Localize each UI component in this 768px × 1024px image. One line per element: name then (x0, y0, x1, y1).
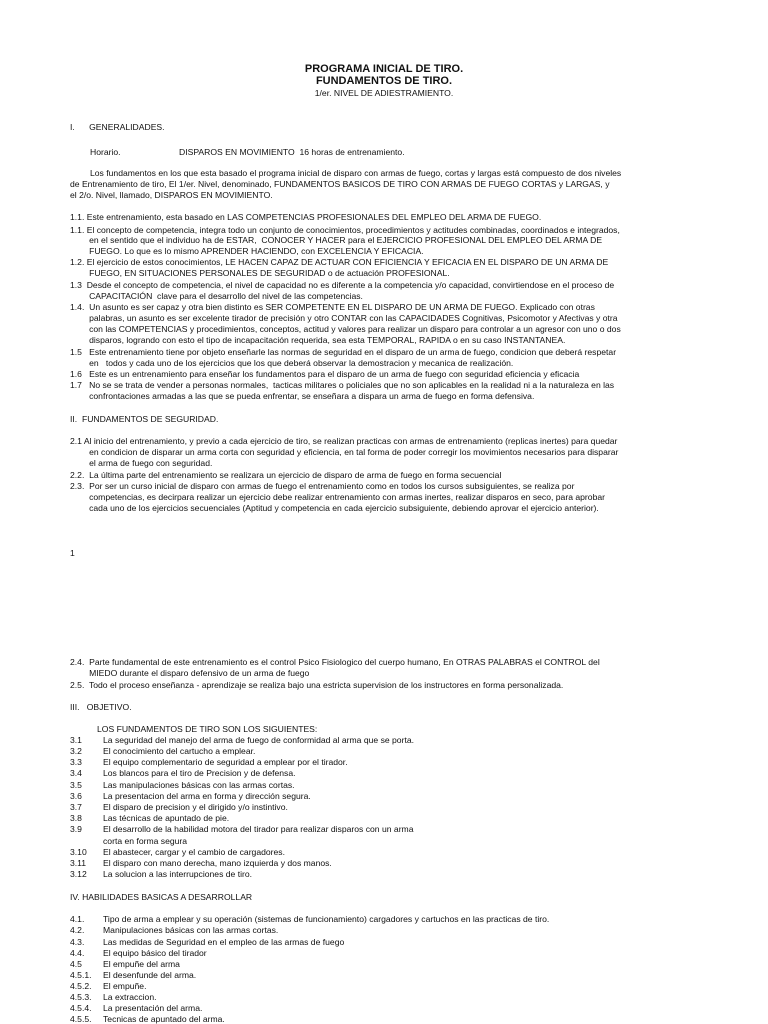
horario-label: Horario. (90, 147, 121, 157)
section-heading-objetivo: III. OBJETIVO. (70, 702, 132, 712)
paragraph-line: FUEGO. Lo que es lo mismo APRENDER HACIENDO, con EXCELENCIA Y EFICACIA. (70, 246, 424, 256)
paragraph-line: 1.1. El concepto de competencia, integra todo un conjunto de conocimientos, procedimientos y actitudes combinadas, coordinados e integrados, (70, 225, 620, 235)
intro-line: el 2/o. Nivel, llamado, DISPAROS EN MOVIMIENTO. (70, 190, 273, 200)
list-item: El abastecer, cargar y el cambio de cargadores. (103, 847, 285, 857)
list-item: Las manipulaciones básicas con las armas cortas. (103, 780, 295, 790)
list-number: 4.5.1. (70, 970, 92, 980)
paragraph-line: en condicion de disparar un arma corta con seguridad y eficiencia, en tal forma de poder corregir los movimientos necesarios para disparar (70, 447, 619, 457)
list-number: 4.5.4. (70, 1003, 92, 1013)
objetivo-intro: LOS FUNDAMENTOS DE TIRO SON LOS SIGUIENTES: (97, 724, 318, 734)
list-item: Las medidas de Seguridad en el empleo de las armas de fuego (103, 937, 345, 947)
list-item: La solucion a las interrupciones de tiro. (103, 869, 253, 879)
paragraph-line: disparos, logrando con esto el tipo de incapacitación requerida, sea esta TEMPORAL, RAPIDA o en su caso INSTANTANEA. (70, 335, 566, 345)
list-number: 3.9 (70, 824, 82, 834)
page-number: 1 (70, 548, 75, 558)
document-subtitle: FUNDAMENTOS DE TIRO. (315, 75, 453, 87)
paragraph-line: FUEGO, EN SITUACIONES PERSONALES DE SEGURIDAD o de actuación PROFESIONAL. (70, 268, 450, 278)
list-number: 3.1 (70, 735, 82, 745)
paragraph-line: 1.1. Este entrenamiento, esta basado en LAS COMPETENCIAS PROFESIONALES DEL EMPLEO DEL ARMA DE FUEGO. (70, 212, 542, 222)
paragraph-line: 1.2. El ejercicio de estos conocimientos, LE HACEN CAPAZ DE ACTUAR CON EFICIENCIA Y EFICACIA EN EL DISPARO DE UN ARMA DE (70, 257, 609, 267)
list-item: La presentacion del arma en forma y dirección segura. (103, 791, 311, 801)
section-heading-habilidades: IV. HABILIDADES BASICAS A DESARROLLAR (70, 892, 253, 902)
list-number: 3.8 (70, 813, 82, 823)
paragraph-line: 1.7 No se se trata de vender a personas normales, tacticas militares o policiales que no son aplicables en la realidad ni a la naturaleza en las (70, 380, 615, 390)
list-number: 3.3 (70, 757, 82, 767)
list-number: 4.2. (70, 925, 85, 935)
list-item: El desenfunde del arma. (103, 970, 197, 980)
paragraph-line: 2.4. Parte fundamental de este entrenamiento es el control Psico Fisiologico del cuerpo humano, En OTRAS PALABRAS el CONTROL del (70, 657, 600, 667)
list-item: El equipo complementario de seguridad a emplear por el tirador. (103, 757, 348, 767)
list-item: Manipulaciones básicas con las armas cortas. (103, 925, 279, 935)
list-item: La extraccion. (103, 992, 157, 1002)
horario-value: DISPAROS EN MOVIMIENTO 16 horas de entrenamiento. (179, 147, 405, 157)
level-label: 1/er. NIVEL DE ADIESTRAMIENTO. (314, 88, 454, 98)
list-number: 3.11 (70, 858, 87, 868)
paragraph-line: 2.5. Todo el proceso enseñanza - aprendizaje se realiza bajo una estricta supervision de los instructores en forma personalizada. (70, 680, 564, 690)
list-number: 3.6 (70, 791, 82, 801)
paragraph-line: 2.1 Al inicio del entrenamiento, y previo a cada ejercicio de tiro, se realizan practicas con armas de entrenamiento (replicas inertes) para quedar (70, 436, 618, 446)
paragraph-line: con las COMPETENCIAS y procedimientos, conceptos, actitud y valores para realizar un disparo para controlar a un agresor con uno o dos (70, 324, 621, 334)
list-number: 4.5.5. (70, 1014, 92, 1024)
list-item: El conocimiento del cartucho a emplear. (103, 746, 256, 756)
paragraph-line: CAPACITACIÓN clave para el desarrollo del nivel de las competencias. (70, 291, 363, 301)
list-number: 4.1. (70, 914, 85, 924)
list-number: 4.5.2. (70, 981, 92, 991)
paragraph-line: 1.4. Un asunto es ser capaz y otra bien distinto es SER COMPETENTE EN EL DISPARO DE UN ARMA DE FUEGO. Explicado con otras (70, 302, 595, 312)
section-heading-seguridad: II. FUNDAMENTOS DE SEGURIDAD. (70, 414, 219, 424)
list-number: 3.5 (70, 780, 82, 790)
paragraph-line: palabras, un asunto es ser excelente tirador de precisión y otro CONTAR con las CAPACIDADES Cognitivas, Psicomotor y Afectivas y otra (70, 313, 618, 323)
list-item: Tipo de arma a emplear y su operación (sistemas de funcionamiento) cargadores y cartuchos en las practicas de tiro. (103, 914, 550, 924)
list-number: 4.5.3. (70, 992, 92, 1002)
intro-line: Los fundamentos en los que esta basado el programa inicial de disparo con armas de fuego, cortas y largas está compuesto de dos niveles (90, 168, 622, 178)
paragraph-line: 2.3. Por ser un curso inicial de disparo con armas de fuego el entrenamiento como en todos los cursos subsiguientes, se realiza por (70, 481, 575, 491)
list-item: El disparo con mano derecha, mano izquierda y dos manos. (103, 858, 332, 868)
paragraph-line: 2.2. La última parte del entrenamiento se realizara un ejercicio de disparo de arma de fuego en forma secuencial (70, 470, 502, 480)
list-number: 4.5 (70, 959, 82, 969)
list-item: El empuñe del arma (103, 959, 180, 969)
list-item: El empuñe. (103, 981, 147, 991)
list-number: 4.4. (70, 948, 85, 958)
list-item: El desarrollo de la habilidad motora del tirador para realizar disparos con un arma (103, 824, 414, 834)
paragraph-line: en todos y cada uno de los ejercicios que los que deberá observar la demostracion y mecanica de realización. (70, 358, 514, 368)
intro-line: de Entrenamiento de tiro, El 1/er. Nivel, denominado, FUNDAMENTOS BASICOS DE TIRO CON ARMAS DE FUEGO CORTAS y LARGAS, y (70, 179, 610, 189)
list-item: La presentación del arma. (103, 1003, 203, 1013)
list-number: 4.3. (70, 937, 85, 947)
list-item: Los blancos para el tiro de Precision y de defensa. (103, 768, 296, 778)
list-number: 3.7 (70, 802, 82, 812)
paragraph-line: 1.3 Desde el concepto de competencia, el nivel de capacidad no es diferente a la competencia y/o capacidad, convirtiendose en el proceso de (70, 280, 615, 290)
paragraph-line: 1.5 Este entrenamiento tiene por objeto enseñarle las normas de seguridad en el disparo de un arma de fuego, condicion que deberá respetar (70, 347, 617, 357)
list-item: corta en forma segura (103, 836, 188, 846)
list-number: 3.12 (70, 869, 87, 879)
paragraph-line: competencias, es decirpara realizar un ejercicio debe realizar entrenamiento con armas inertes, realizar disparos en seco, para aprobar (70, 492, 605, 502)
list-item: El equipo básico del tirador (103, 948, 207, 958)
list-number: 3.4 (70, 768, 82, 778)
section-heading-generalidades: I. GENERALIDADES. (70, 122, 165, 132)
paragraph-line: confrontaciones armadas a las que se pueda enfrentar, se enseñara a dispara un arma de fuego en forma defensiva. (70, 391, 535, 401)
list-item: La seguridad del manejo del arma de fuego de conformidad al arma que se porta. (103, 735, 415, 745)
list-item: Tecnicas de apuntado del arma. (103, 1014, 225, 1024)
list-number: 3.10 (70, 847, 87, 857)
paragraph-line: en el sentido que el individuo ha de ESTAR, CONOCER Y HACER para el EJERCICIO PROFESIONAL DEL EMPLEO DEL ARMA DE (70, 235, 603, 245)
list-item: El disparo de precision y el dirigido y/o instintivo. (103, 802, 288, 812)
list-number: 3.2 (70, 746, 82, 756)
paragraph-line: MIEDO durante el disparo defensivo de un arma de fuego (70, 668, 310, 678)
paragraph-line: 1.6 Este es un entrenamiento para enseñar los fundamentos para el disparo de un arma de fuego con seguridad eficiencia y eficacia (70, 369, 580, 379)
list-item: Las técnicas de apuntado de pie. (103, 813, 230, 823)
paragraph-line: cada uno de los ejercicios secuenciales (Aptitud y competencia en cada ejercicio subsiguiente, debiendo aprovar el ejercicio anterior). (70, 503, 599, 513)
document-title: PROGRAMA INICIAL DE TIRO. (304, 63, 464, 75)
paragraph-line: el arma de fuego con seguridad. (70, 458, 213, 468)
